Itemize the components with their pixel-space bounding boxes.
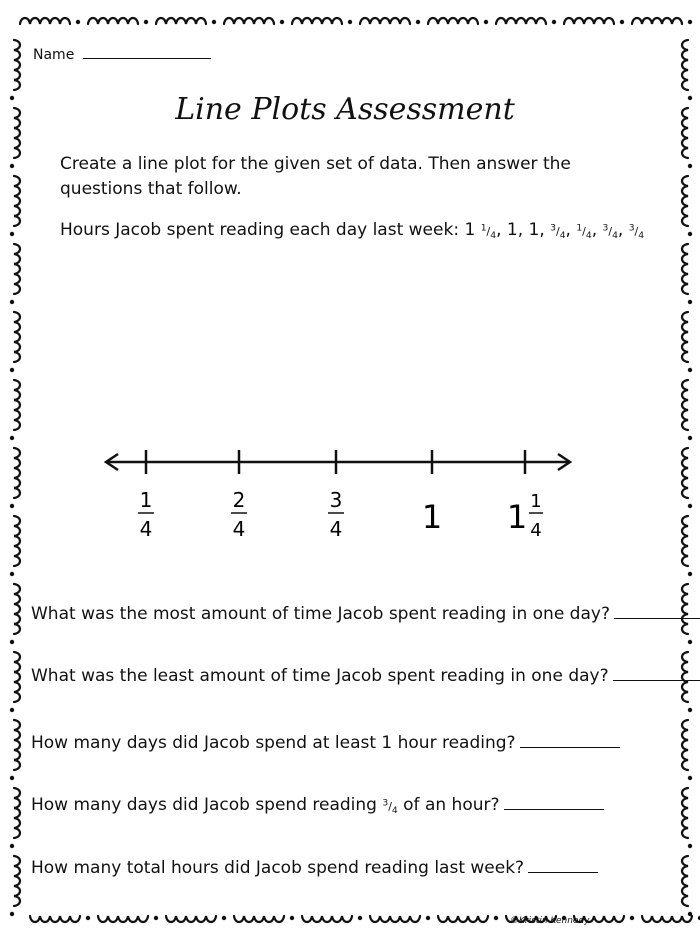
tick-whole: 1 xyxy=(506,498,528,536)
page-title: Line Plots Assessment xyxy=(175,92,515,127)
tick-denominator: 4 xyxy=(329,517,343,541)
fraction-numerator: 3 xyxy=(382,797,389,809)
data-value: 1 xyxy=(506,220,518,240)
question-text-before: How many days did Jacob spend reading xyxy=(31,795,383,815)
question-2 xyxy=(31,666,700,686)
data-value: 1 $^1/_4$ xyxy=(464,220,497,242)
data-value: $^1/_4$ xyxy=(576,222,592,242)
tick-label xyxy=(328,488,344,541)
tick-label xyxy=(422,498,442,536)
fraction-three-fourths: $^3/_4$ xyxy=(382,797,398,817)
tick-numerator: 1 xyxy=(530,491,542,512)
instructions: Create a line plot for the given set of data. Then answer the questions that follow. xyxy=(60,154,571,199)
tick-numerator: 2 xyxy=(232,488,246,512)
answer-blank[interactable] xyxy=(520,733,620,748)
name-field[interactable] xyxy=(83,46,211,59)
question-text: What was the least amount of time Jacob spent reading in one day? xyxy=(31,666,609,686)
data-value: $^3/_4$ xyxy=(602,222,618,242)
data-values: 1 $^1/_4$, 1, 1, $^3/_4$, $^1/_4$, $^3/_4$, $^3/_4$ xyxy=(464,220,645,242)
answer-blank[interactable] xyxy=(613,666,700,681)
question-text-after: of an hour? xyxy=(397,795,500,815)
data-value: $^3/_4$ xyxy=(628,222,645,242)
question-1 xyxy=(31,604,700,624)
answer-blank[interactable] xyxy=(528,858,598,873)
data-value: 1 xyxy=(528,220,540,240)
name-row xyxy=(33,46,211,63)
tick-denominator: 4 xyxy=(139,517,153,541)
question-text: How many days did Jacob spend at least 1 hour reading? xyxy=(31,733,516,753)
data-label: Hours Jacob spent reading each day last week: xyxy=(60,220,465,240)
tick-numerator: 3 xyxy=(329,488,343,512)
tick-label xyxy=(507,491,543,541)
data-value: $^3/_4$ xyxy=(550,222,566,242)
tick-denominator: 4 xyxy=(232,517,246,541)
tick-whole: 1 xyxy=(421,498,443,536)
tick-numerator: 1 xyxy=(139,488,153,512)
answer-blank[interactable] xyxy=(614,604,700,619)
number-line xyxy=(100,440,580,550)
answer-blank[interactable] xyxy=(504,795,604,810)
question-text: How many total hours did Jacob spend reading last week? xyxy=(31,858,525,878)
fraction-denominator: 4 xyxy=(391,805,398,817)
tick-label xyxy=(138,488,154,541)
name-label: Name xyxy=(33,47,75,63)
question-5 xyxy=(31,858,598,878)
tick-label xyxy=(231,488,247,541)
question-3 xyxy=(31,733,620,753)
tick-denominator: 4 xyxy=(530,520,542,541)
data-line xyxy=(60,220,644,241)
question-text: What was the most amount of time Jacob spent reading in one day? xyxy=(31,604,610,624)
question-4 xyxy=(31,795,604,816)
copyright-credit: ©Kristin Kennedy xyxy=(510,916,590,926)
